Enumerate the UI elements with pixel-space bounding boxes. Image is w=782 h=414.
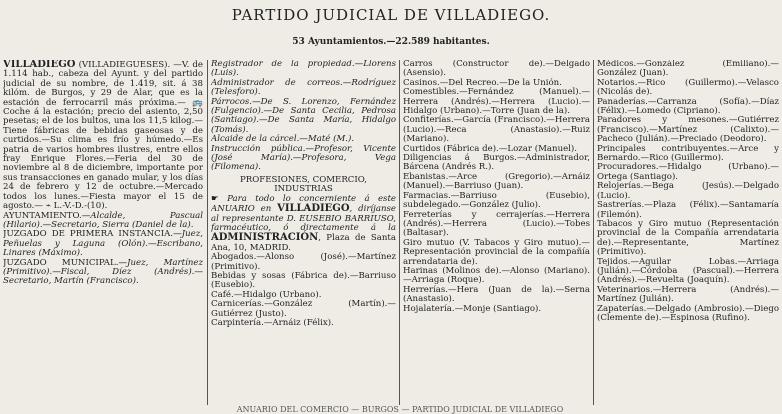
list-item: Carnicerías.—González (Martín).—Gutiérrez (Justo). <box>211 299 396 319</box>
town-description: Coche á la estación; precio del asiento, 2,50 pesetas; el de los bultos, una los 11,5 kilog.—Tiene fábricas de bebidas gaseosas y de curtidos.—Su clima es frío y húmedo.—Es patria de varios hombres ilustres, entre ellos fray Enrique Flores.—Feria del 30 de noviembre al 8 de diciembre, importante por sus transacciones en ganado mular, y los días 24 de febrero y 12 de octubre.—Mercado todos los lunes.—Fiesta mayor el 15 de agosto.— <box>3 107 203 212</box>
juzgado-label: JUZGADO DE PRIMERA INSTANCIA. <box>3 229 174 240</box>
list-item: Farmacias.—Barriuso (Eusebio), subdelegado.—González (Julio). <box>403 190 590 211</box>
alcaide-entry: Alcaide de la cárcel.—Maté (M.). <box>211 134 355 145</box>
list-item: Panaderías.—Carranza (Sofía).—Díaz (Félix).—Lomedo (Cipriano). <box>597 96 779 117</box>
list-item: Procuradores.—Hidalgo (Urbano).—Ortega (Santiago). <box>597 162 779 182</box>
list-item: Tejidos.—Aguilar Lobas.—Arriaga (Julián).—Córdoba (Pascual).—Herrera (Andrés).—Revuelta (Joaquín). <box>597 256 779 286</box>
ad-text-1: Para todo lo concerniente á este ANUARIO en <box>211 193 396 215</box>
page-subtitle: 53 Ayuntamientos.—22.589 habitantes. <box>292 37 490 47</box>
ad-text-2: , diríjanse al representante D. EUSEBIO BARRIUSO, farmacéutico, ó directamente á la <box>211 204 396 233</box>
list-item: Harinas (Molinos de).—Alonso (Mariano).—Arriaga (Roque). <box>403 265 590 286</box>
list-item: Diligencias á Burgos.—Administrador, Bárcena (Andrés R.). <box>403 153 590 173</box>
town-intro: —V. de 1.114 hab., cabeza del Ayunt. y del partido judicial de su nombre, de 1.419, sit. á 38 kilóm. de Burgos, y 29 de Alar, que es la estación de ferrocarril más próxima.— <box>3 60 203 108</box>
list-item: Abogados.—Alonso (José).—Martínez (Primitivo). <box>211 252 396 272</box>
list-item: Comestibles.—Fernández (Manuel).—Herrera (Andrés).—Herrera (Lucio).—Hidalgo (Urbano).—Torre (Juan de la). <box>403 87 590 117</box>
town-name: VILLADIEGO <box>3 60 76 70</box>
ayuntamiento-label: AYUNTAMIENTO. <box>3 210 82 221</box>
juzgado-text: —Juez, Peñuelas y Laguna (Olón).—Escribano, Linares (Máximo). <box>3 229 203 259</box>
section-heading: PROFESIONES, COMERCIO, INDUSTRIAS <box>239 174 368 195</box>
correos-entry: Administrador de correos.—Rodríguez (Telesforo). <box>211 77 396 98</box>
list-item: Notarios.—Rico (Guillermo).—Velasco (Nicolás de). <box>597 77 779 98</box>
town-paragraph <box>3 60 203 212</box>
parrocos-entry: Párrocos.—De S. Lorenzo, Fernández (Fulgencio).—De Santa Cecilia, Pedrosa (Santiago).—De Santa María, Hidalgo (Tomás). <box>211 96 396 135</box>
list-item: Tabacos y Giro mutuo (Representación provincial de la Compañía arrendataria de).—Representante, Martínez (Primitivo). <box>597 218 779 258</box>
column-1 <box>3 60 203 405</box>
column-3 <box>403 60 590 405</box>
list-item: Veterinarios.—Herrera (Andrés).—Martínez (Julián). <box>597 284 779 305</box>
list-item: Ebanistas.—Arce (Gregorio).—Arnáiz (Manuel).—Barriuso (Juan). <box>403 171 590 192</box>
list-item: Casinos.—Del Recreo.—De la Unión. <box>403 77 562 88</box>
town-note: (VILLADIEGUESES). <box>78 60 171 70</box>
list-item: Sastrerías.—Plaza (Félix).—Santamaría (Filemón). <box>597 200 779 220</box>
list-item: Médicos.—González (Emiliano).—González (Juan). <box>597 60 779 79</box>
column-divider <box>399 60 400 405</box>
ayuntamiento-entry <box>3 212 203 231</box>
list-item: Carros (Constructor de).—Delgado (Asensio). <box>403 60 590 79</box>
list-item: Hojalatería.—Monje (Santiago). <box>403 303 542 314</box>
coach-icon: 🚌 <box>192 97 203 108</box>
column-divider <box>593 60 594 405</box>
list-item: Curtidos (Fábrica de).—Lozar (Manuel). <box>403 143 578 154</box>
telegraph-icon: ⌁ <box>45 201 51 212</box>
ayuntamiento-text: —Alcalde, Pascual (Hilario).—Secretario, Sierra (Daniel de la). <box>3 210 203 230</box>
list-item: Giro mutuo (V. Tabacos y Giro mutuo).—Representación provincial de la compañía arrendataria de). <box>403 237 590 267</box>
list-item: Café.—Hidalgo (Urbano). <box>211 289 322 300</box>
list-item: Carpintería.—Arnáiz (Félix). <box>211 317 334 328</box>
column-divider <box>207 60 208 405</box>
list-item: Ferreterías y cerrajerías.—Herrera (Andrés).—Herrera (Lucio).—Tobes (Baltasar). <box>403 209 590 239</box>
list-item: Relojerías.—Bega (Jesús).—Delgado (Lucio). <box>597 181 779 201</box>
municipal-entry <box>3 259 203 287</box>
running-footer: ANUARIO DEL COMERCIO — BURGOS — PARTIDO JUDICIAL DE VILLADIEGO <box>236 405 564 414</box>
municipal-label: JUZGADO MUNICIPAL. <box>3 257 119 268</box>
registrador-entry: Registrador de la propiedad.—Llorens (Luis). <box>211 60 396 79</box>
list-item: Paradores y mesones.—Gutiérrez (Francisco).—Martínez (Calixto).—Pacheco (Julián).—Preciado (Deodoro). <box>597 115 779 145</box>
advertisement <box>211 195 396 253</box>
page-title: PARTIDO JUDICIAL DE VILLADIEGO. <box>231 6 551 24</box>
ad-town: VILLADIEGO <box>277 203 350 215</box>
list-item: Principales contribuyentes.—Arce y Bernardo.—Rico (Guillermo). <box>597 143 779 164</box>
list-item: Herrerías.—Hera (Juan de la).—Serna (Anastasio). <box>403 284 590 305</box>
list-item: Zapaterías.—Delgado (Ambrosio).—Diego (Clemente de).—Espinosa (Rufino). <box>597 303 779 323</box>
list-item: Bebidas y sosas (Fábrica de).—Barriuso (Eusebio). <box>211 270 396 291</box>
municipal-text: —Juez, Martínez (Primitivo).—Fiscal, Díez (Andrés).—Secretario, Martín (Francisco). <box>3 257 203 287</box>
list-item: Confiterías.—García (Francisco).—Herrera (Lucio).—Reca (Anastasio).—Ruiz (Mariano). <box>403 115 590 145</box>
ad-administration: ADMINISTRACIÓN <box>211 232 319 244</box>
rail-schedule: L.-V.-D.-(10). <box>53 201 108 212</box>
ad-text-3: , Plaza de Santa Ana, 10, MADRID. <box>211 233 396 253</box>
juzgado-entry <box>3 230 203 258</box>
instruccion-entry: Instrucción pública.—Profesor, Vicente (José María).—Profesora, Vega (Filomena). <box>211 143 396 173</box>
column-4 <box>597 60 779 405</box>
column-2 <box>211 60 396 405</box>
hand-pointer-icon: ☛ <box>211 193 219 204</box>
